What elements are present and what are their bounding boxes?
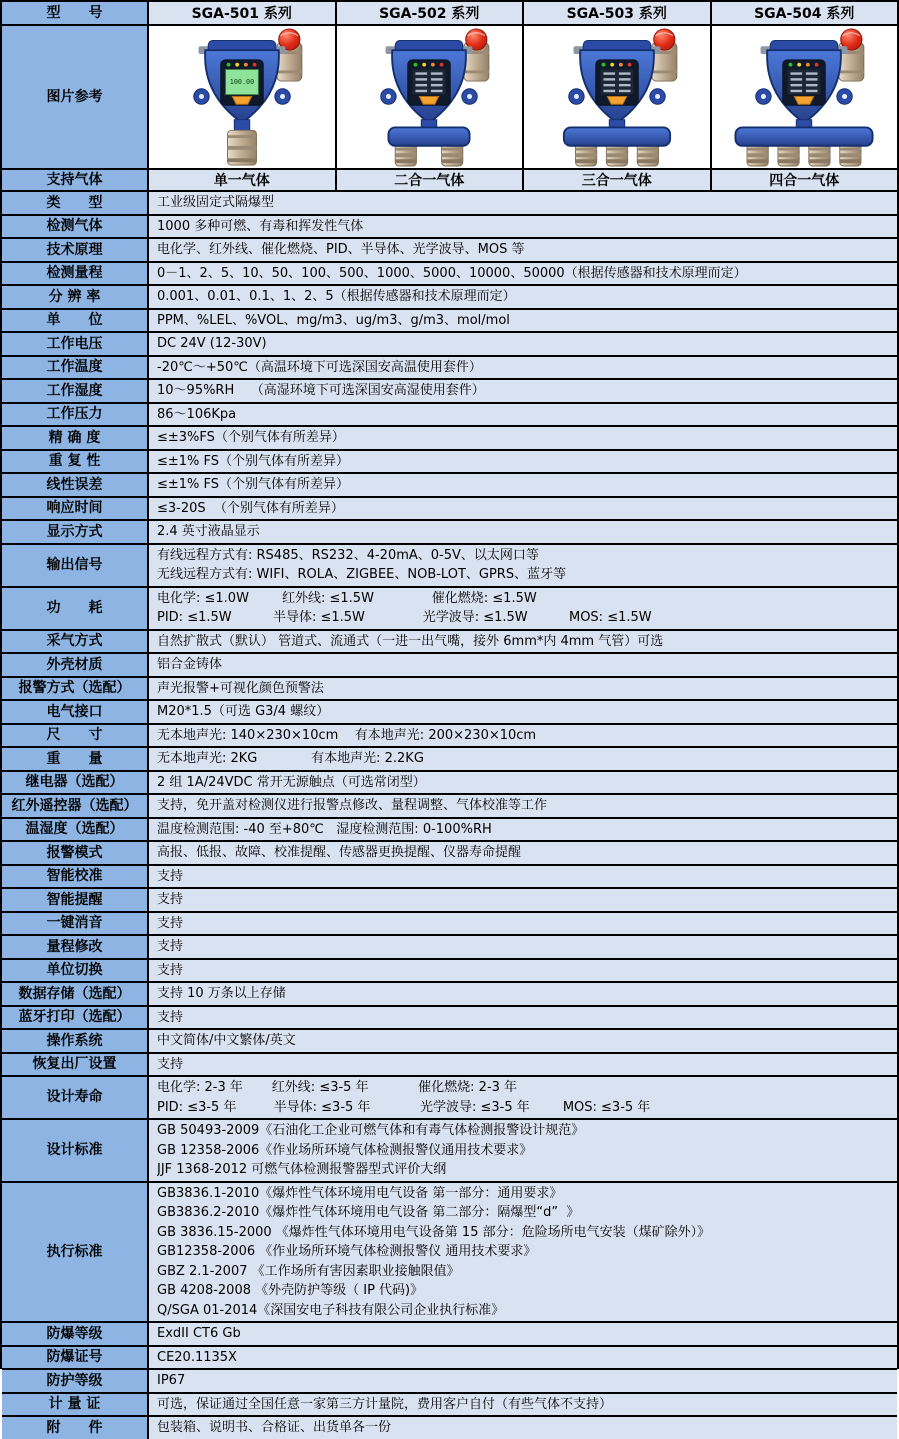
row-label: 温湿度（选配） [2,819,149,841]
device-image-sga-502 [337,26,525,168]
row-value-line: PPM、%LEL、%VOL、mg/m3、ug/m3、g/m3、mol/mol [157,312,510,328]
row-label: 附 件 [2,1417,149,1439]
row-value-line: 包装箱、说明书、合格证、出货单各一份 [157,1420,392,1435]
row-value-line: JJF 1368-2012 可燃气体检测报警器型式评价大纲 [157,1162,447,1177]
row-label: 报警模式 [2,842,149,864]
table-row [2,1183,897,1324]
table-row [2,654,897,678]
gas-value-4in1: 四合一气体 [712,170,898,190]
row-value-line: 无本地声光: 2KG 有本地声光: 2.2KG [157,751,424,766]
model-header-sga-504: SGA-504 系列 [712,2,898,24]
row-value-line: ≤±1% FS（个别气体有所差异） [157,453,350,469]
sensor-cylinder [227,130,256,165]
row-value-line: M20*1.5（可选 G3/4 螺纹） [157,704,330,719]
table-row [2,913,897,937]
row-label: 输出信号 [2,545,149,586]
svg-text:100.00: 100.00 [229,77,254,86]
table-row [2,521,897,545]
row-label-image-reference: 图片参考 [2,26,149,168]
table-row [2,545,897,588]
table-header-row [2,2,897,26]
table-row [2,1030,897,1054]
gas-value-2in1: 二合一气体 [337,170,525,190]
row-value-line: ≤3-20S （个别气体有所差异） [157,500,344,516]
table-row [2,427,897,451]
table-row [2,216,897,240]
model-header-sga-503: SGA-503 系列 [524,2,712,24]
row-label: 数据存储（选配） [2,983,149,1005]
row-value [149,1120,897,1181]
row-label: 分 辨 率 [2,286,149,308]
row-label: 执行标准 [2,1183,149,1322]
row-value-line: ExdII CT6 Gb [157,1326,241,1341]
row-value [149,1030,897,1052]
row-value [149,216,897,238]
model-header-sga-501: SGA-501 系列 [149,2,337,24]
detector-body [381,41,478,122]
row-value-line: Q/SGA 01-2014《深国安电子科技有限公司企业执行标准》 [157,1302,505,1318]
row-value [149,960,897,982]
gas-value-3in1: 三合一气体 [524,170,712,190]
row-label: 尺 寸 [2,725,149,747]
row-label: 继电器（选配） [2,772,149,794]
row-value [149,427,897,449]
table-row [2,474,897,498]
row-value [149,983,897,1005]
gas-value-single: 单一气体 [149,170,337,190]
row-value-line: 2.4 英寸液晶显示 [157,524,260,539]
row-label: 功 耗 [2,588,149,629]
table-row [2,819,897,843]
row-value-line: PID: ≤1.5W 半导体: ≤1.5W 光学波导: ≤1.5W MOS: ≤1.5W [157,610,652,625]
table-row [2,588,897,631]
spec-table-body [2,192,897,1439]
table-row [2,1394,897,1418]
table-row [2,748,897,772]
row-value-line: GBZ 2.1-2007 《工作场所有害因素职业接触限值》 [157,1263,460,1279]
row-value-line: IP67 [157,1373,186,1388]
row-value [149,748,897,770]
row-value [149,1347,897,1369]
row-label: 工作温度 [2,357,149,379]
table-row [2,498,897,522]
row-value-line: 温度检测范围: -40 至+80℃ 湿度检测范围: 0-100%RH [157,821,492,837]
detector-body [568,41,665,122]
row-label: 电气接口 [2,701,149,723]
table-row [2,983,897,1007]
row-label: 工作湿度 [2,380,149,402]
table-row [2,725,897,749]
row-value-line: 支持 [157,939,184,954]
table-row [2,1077,897,1120]
detector-body [193,41,290,122]
row-label: 恢复出厂设置 [2,1054,149,1076]
row-value-line: 有线远程方式有: RS485、RS232、4-20mA、0-5V、以太网口等 [157,547,539,563]
row-value-line: 自然扩散式（默认） 管道式、流通式（一进一出气嘴，接外 6mm*内 4mm 气管）可选 [157,633,664,649]
row-value-line: 0－1、2、5、10、50、100、500、1000、5000、10000、50000（根据传感器和技术原理而定） [157,265,747,281]
row-label: 重 复 性 [2,451,149,473]
row-label: 单 位 [2,310,149,332]
row-value-line: GB 12358-2006《作业场所环境气体检测报警仪通用技术要求》 [157,1142,533,1158]
row-label: 智能校准 [2,866,149,888]
alarm-beacon-icon [277,29,302,81]
row-value [149,333,897,355]
row-value-line: 2 组 1A/24VDC 常开无源触点（可选常闭型） [157,774,426,790]
row-value-line: ≤±1% FS（个别气体有所差异） [157,477,350,492]
row-value [149,1007,897,1029]
device-image-sga-504 [712,26,898,168]
row-value [149,521,897,543]
manifold [389,127,470,145]
row-value [149,913,897,935]
gas-detector-illustration [525,27,709,167]
row-value-line: GB 3836.15-2000 《爆炸性气体环境用电气设备第 15 部分：危险场所电气安装（煤矿除外）》 [157,1224,711,1240]
row-label: 响应时间 [2,498,149,520]
row-value-line: GB 4208-2008 《外壳防护等级（ IP 代码)》 [157,1283,424,1298]
row-label: 单位切换 [2,960,149,982]
supported-gas-row [2,170,897,192]
row-value-line: 10～95%RH （高湿环境下可选深国安高湿使用套件） [157,383,485,398]
row-value [149,1417,897,1439]
row-label: 检测气体 [2,216,149,238]
row-label: 防爆证号 [2,1347,149,1369]
table-row [2,842,897,866]
row-label: 计 量 证 [2,1394,149,1416]
table-row [2,1054,897,1078]
table-row [2,960,897,984]
row-value [149,357,897,379]
row-value [149,286,897,308]
row-value-line: 声光报警+可视化颜色预警法 [157,680,324,696]
table-row [2,380,897,404]
row-value [149,1183,897,1322]
header-label-model: 型 号 [2,2,149,24]
table-row [2,1417,897,1439]
table-row [2,263,897,287]
row-value [149,936,897,958]
row-value [149,654,897,676]
row-value-line: 86～106Kpa [157,406,237,422]
row-label: 重 量 [2,748,149,770]
row-label: 工作压力 [2,404,149,426]
table-row [2,192,897,216]
manifold [564,127,670,145]
row-value-line: 电化学: ≤1.0W 红外线: ≤1.5W 催化燃烧: ≤1.5W [157,590,537,606]
button-panel [607,97,626,105]
row-value-line: 0.001、0.01、0.1、1、2、5（根据传感器和技术原理而定） [157,289,516,304]
row-value [149,380,897,402]
row-value-line: 电化学: 2-3 年 红外线: ≤3-5 年 催化燃烧: 2-3 年 [157,1080,518,1095]
row-value [149,588,897,629]
row-value [149,1394,897,1416]
table-row [2,1370,897,1394]
row-label: 外壳材质 [2,654,149,676]
row-value-line: 工业级固定式隔爆型 [157,195,275,210]
row-label: 检测量程 [2,263,149,285]
row-value [149,819,897,841]
alarm-beacon-icon [464,29,489,81]
row-value-line: CE20.1135X [157,1349,237,1365]
detector-body [756,41,853,122]
row-label: 类 型 [2,192,149,214]
row-value-line: 无本地声光: 140×230×10cm 有本地声光: 200×230×10cm [157,727,537,743]
row-value-line: 支持 [157,868,184,884]
row-label: 一键消音 [2,913,149,935]
row-value-line: GB 50493-2009《石油化工企业可燃气体和有毒气体检测报警设计规范》 [157,1123,585,1138]
row-value [149,192,897,214]
row-value-line: 支持 10 万条以上存储 [157,986,286,1001]
row-value [149,795,897,817]
table-row [2,795,897,819]
row-value [149,1077,897,1118]
row-label: 蓝牙打印（选配） [2,1007,149,1029]
row-value [149,263,897,285]
row-value [149,1054,897,1076]
row-label-supported-gas: 支持气体 [2,170,149,190]
row-value [149,239,897,261]
row-label: 报警方式（选配） [2,678,149,700]
alarm-beacon-icon [652,29,677,81]
row-label: 红外遥控器（选配） [2,795,149,817]
row-label: 设计标准 [2,1120,149,1181]
row-value-line: 支持 [157,962,184,978]
row-label: 量程修改 [2,936,149,958]
button-panel [420,97,439,105]
row-value [149,725,897,747]
gas-detector-illustration [337,27,521,167]
row-value-line: DC 24V (12-30V) [157,336,267,351]
row-value [149,545,897,586]
table-row [2,1323,897,1347]
row-value [149,842,897,864]
row-value [149,772,897,794]
row-value-line: ≤±3%FS（个别气体有所差异） [157,430,345,445]
row-value-line: GB12358-2006 《作业场所环境气体检测报警仪 通用技术要求》 [157,1244,537,1259]
row-value-line: 铝合金铸体 [157,657,223,672]
row-value-line: 可选，保证通过全国任意一家第三方计量院，费用客户自付（有些气体不支持） [157,1396,613,1412]
row-value-line: 支持 [157,1009,184,1025]
row-value [149,404,897,426]
row-label: 设计寿命 [2,1077,149,1118]
table-row [2,404,897,428]
row-value [149,678,897,700]
row-value-line: 支持 [157,915,184,931]
row-label: 操作系统 [2,1030,149,1052]
row-value-line: 电化学、红外线、催化燃烧、PID、半导体、光学波导、MOS 等 [157,242,525,257]
table-row [2,772,897,796]
row-value [149,451,897,473]
table-row [2,866,897,890]
device-image-sga-501 [149,26,337,168]
button-panel [232,97,251,105]
model-header-sga-502: SGA-502 系列 [337,2,525,24]
row-label: 防爆等级 [2,1323,149,1345]
gas-detector-illustration [712,27,896,167]
alarm-beacon-icon [839,29,864,81]
image-reference-row [2,26,897,170]
row-value-line: 高报、低报、故障、校准提醒、传感器更换提醒、仪器寿命提醒 [157,845,522,860]
row-value [149,498,897,520]
row-label: 采气方式 [2,631,149,653]
row-value-line: 无线远程方式有: WIFI、ROLA、ZIGBEE、NOB-LOT、GPRS、蓝牙等 [157,567,567,582]
table-row [2,631,897,655]
row-value-line: GB3836.1-2010《爆炸性气体环境用电气设备 第一部分：通用要求》 [157,1185,563,1201]
row-label: 精 确 度 [2,427,149,449]
table-row [2,1120,897,1183]
table-row [2,889,897,913]
table-row [2,286,897,310]
button-panel [795,97,814,105]
row-value-line: PID: ≤3-5 年 半导体: ≤3-5 年 光学波导: ≤3-5 年 MOS: ≤3-5 年 [157,1099,651,1115]
row-value [149,631,897,653]
table-row [2,310,897,334]
row-value [149,474,897,496]
row-value-line: 支持 [157,1056,184,1072]
row-value [149,866,897,888]
row-value-line: 1000 多种可燃、有毒和挥发性气体 [157,218,364,234]
row-label: 防护等级 [2,1370,149,1392]
table-row [2,936,897,960]
table-row [2,239,897,263]
row-value [149,1370,897,1392]
table-row [2,333,897,357]
row-value [149,889,897,911]
gas-detector-illustration [150,27,334,167]
row-value-line: 支持，免开盖对检测仪进行报警点修改、量程调整、气体校准等工作 [157,798,548,813]
table-row [2,1347,897,1371]
row-value-line: GB3836.2-2010《爆炸性气体环境用电气设备 第二部分：隔爆型“d” 》 [157,1205,580,1220]
row-value-line: 中文简体/中文繁体/英文 [157,1033,296,1048]
manifold [736,127,873,145]
table-row [2,1007,897,1031]
device-image-sga-503 [524,26,712,168]
row-value-line: 支持 [157,892,184,907]
row-label: 工作电压 [2,333,149,355]
row-label: 技术原理 [2,239,149,261]
table-row [2,451,897,475]
row-value [149,701,897,723]
table-row [2,701,897,725]
row-label: 显示方式 [2,521,149,543]
row-label: 智能提醒 [2,889,149,911]
row-value [149,310,897,332]
table-row [2,678,897,702]
row-value [149,1323,897,1345]
row-label: 线性误差 [2,474,149,496]
table-row [2,357,897,381]
row-value-line: -20℃～+50℃（高温环境下可选深国安高温使用套件） [157,359,482,375]
